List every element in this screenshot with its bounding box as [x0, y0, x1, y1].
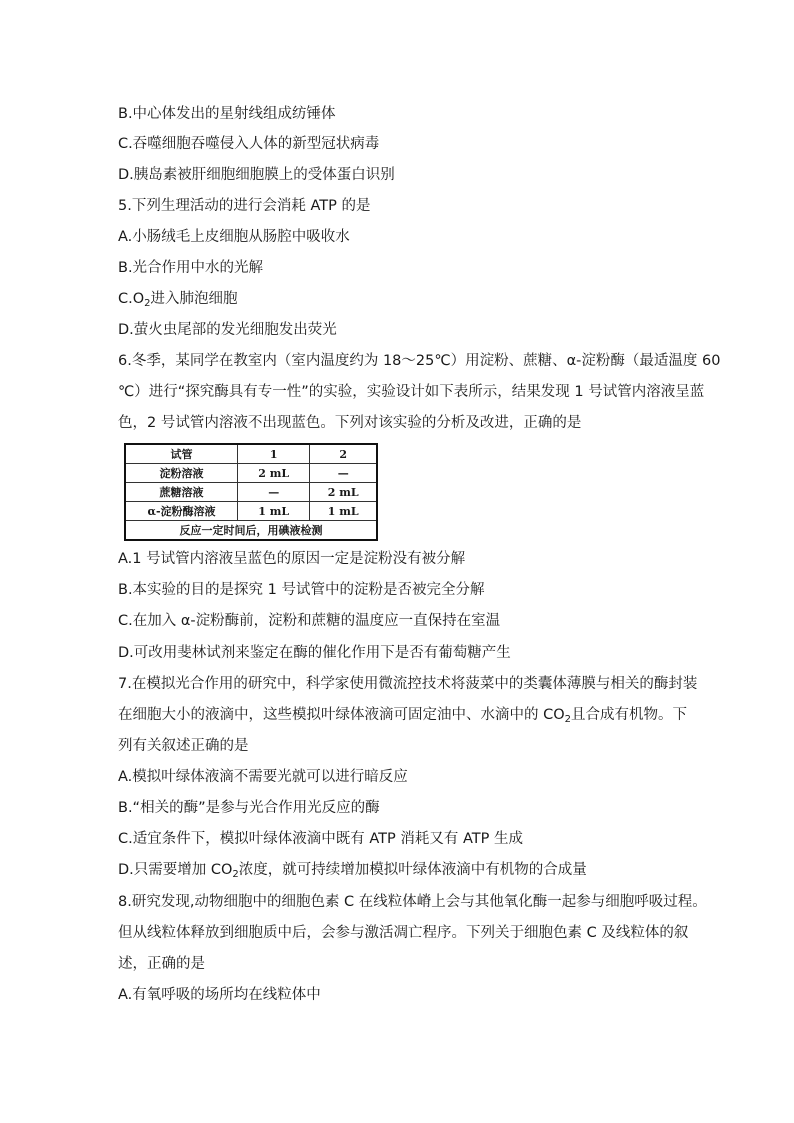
option-6d: D.可改用斐林试剂来鉴定在酶的催化作用下是否有葡萄糖产生 [118, 645, 511, 661]
table-cell: 1 mL [238, 502, 310, 521]
question-7-stem-line1: 7.在模拟光合作用的研究中，科学家使用微流控技术将菠菜中的类囊体薄膜与相关的酶封装 [118, 676, 698, 692]
option-5c: $C.O_2$进入肺泡细胞 [118, 291, 238, 309]
option-4d: D.胰岛素被肝细胞细胞膜上的受体蛋白识别 [118, 167, 395, 183]
option-5a: A.小肠绒毛上皮细胞从肠腔中吸收水 [118, 229, 350, 245]
question-8-stem-line1: 8.研究发现,动物细胞中的细胞色素 C 在线粒体嵴上会与其他氧化酶一起参与细胞呼吸过程。 [118, 894, 707, 910]
table-cell: 2 mL [310, 483, 377, 502]
question-5-stem: 5.下列生理活动的进行会消耗 ATP 的是 [118, 198, 371, 214]
experiment-table [124, 443, 378, 538]
option-4c: C.吞噬细胞吞噬侵入人体的新型冠状病毒 [118, 136, 380, 152]
option-5d: D.萤火虫尾部的发光细胞发出荧光 [118, 322, 337, 338]
table-row [125, 464, 377, 483]
table-header-cell: 1 [238, 444, 310, 464]
table-row [125, 502, 377, 521]
table-cell: 1 mL [310, 502, 377, 521]
option-7c: C.适宜条件下，模拟叶绿体液滴中既有 ATP 消耗又有 ATP 生成 [118, 831, 523, 847]
table-row [125, 521, 377, 541]
table-cell: — [238, 483, 310, 502]
question-6-stem-line2: ℃）进行“探究酶具有专一性”的实验，实验设计如下表所示，结果发现 1 号试管内溶液呈蓝 [118, 384, 705, 400]
option-4b: B.中心体发出的星射线组成纺锤体 [118, 106, 336, 122]
table-cell: α-淀粉酶溶液 [125, 502, 238, 521]
table-row [125, 444, 377, 464]
question-8-stem-line3: 述，正确的是 [118, 956, 205, 972]
question-7-stem-line3: 列有关叙述正确的是 [118, 738, 249, 754]
option-7a: A.模拟叶绿体液滴不需要光就可以进行暗反应 [118, 769, 408, 785]
option-6b: B.本实验的目的是探究 1 号试管中的淀粉是否被完全分解 [118, 582, 485, 598]
table-cell: 2 mL [238, 464, 310, 483]
table-header-cell: 试管 [125, 444, 238, 464]
table-cell: — [310, 464, 377, 483]
option-6a: A.1 号试管内溶液呈蓝色的原因一定是淀粉没有被分解 [118, 551, 466, 567]
option-7b: B.“相关的酶”是参与光合作用光反应的酶 [118, 800, 380, 816]
table-footer-cell: 反应一定时间后，用碘液检测 [125, 521, 377, 541]
question-7-stem-line2: 在细胞大小的液滴中，这些模拟叶绿体液滴可固定油中、水滴中的 $CO_2$且合成有机物。下 [118, 707, 688, 725]
option-7d: D.只需要增加 $CO_2$浓度，就可持续增加模拟叶绿体液滴中有机物的合成量 [118, 862, 587, 880]
table-cell: 蔗糖溶液 [125, 483, 238, 502]
table-cell: 淀粉溶液 [125, 464, 238, 483]
table-row [125, 483, 377, 502]
question-6-stem-line1: 6.冬季，某同学在教室内（室内温度约为 18～25℃）用淀粉、蔗糖、α-淀粉酶（最适温度 60 [118, 353, 721, 369]
option-6c: C.在加入 α-淀粉酶前，淀粉和蔗糖的温度应一直保持在室温 [118, 613, 501, 629]
question-8-stem-line2: 但从线粒体释放到细胞质中后，会参与激活凋亡程序。下列关于细胞色素 C 及线粒体的叙 [118, 925, 689, 941]
option-5b: B.光合作用中水的光解 [118, 260, 264, 276]
table-header-cell: 2 [310, 444, 377, 464]
question-6-stem-line3: 色，2 号试管内溶液不出现蓝色。下列对该实验的分析及改进，正确的是 [118, 415, 582, 431]
option-8a: A.有氧呼吸的场所均在线粒体中 [118, 987, 321, 1003]
